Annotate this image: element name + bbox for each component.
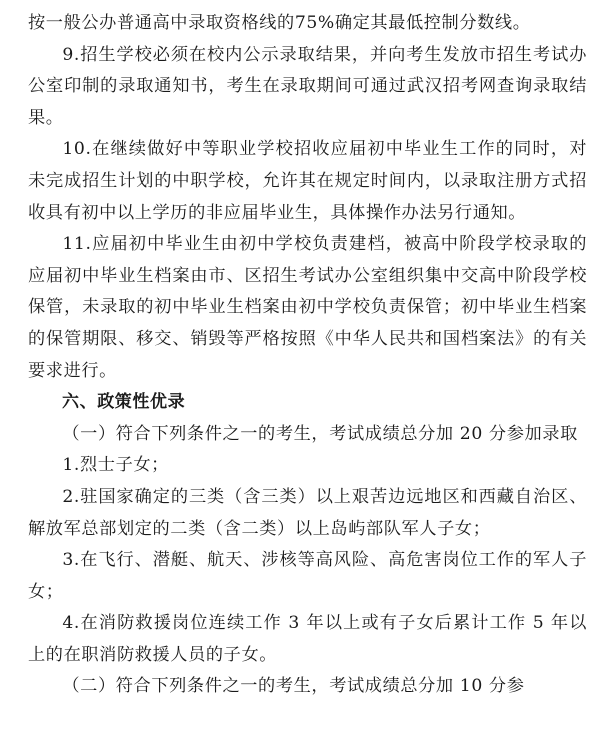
list-item-3: 3.在飞行、潜艇、航天、涉核等高风险、高危害岗位工作的军人子女； — [28, 550, 587, 602]
list-item-1: 1.烈士子女； — [62, 455, 169, 476]
list-item-4: 4.在消防救援岗位连续工作 3 年以上或有子女后累计工作 5 年以上的在职消防救援人员的子女。 — [28, 613, 587, 665]
paragraph-item-10: 10.在继续做好中等职业学校招收应届初中毕业生工作的同时，对未完成招生计划的中职学校，允许其在规定时间内，以录取注册方式招收具有初中以上学历的非应届毕业生，具体操作办法另行通知。 — [28, 139, 587, 223]
list-item-2: 2.驻国家确定的三类（含三类）以上艰苦边远地区和西藏自治区、解放军总部划定的二类（含二类）以上岛屿部队军人子女； — [28, 486, 587, 539]
paragraph-bonus-20: （一）符合下列条件之一的考生，考试成绩总分加 20 分参加录取 — [62, 423, 578, 444]
paragraph-control-line: 按一般公办普通高中录取资格线的75%确定其最低控制分数线。 — [28, 13, 531, 33]
paragraph-item-11: 11.应届初中毕业生由初中学校负责建档，被高中阶段学校录取的应届初中毕业生档案由市、区招生考试办公室组织集中交高中阶段学校保管，未录取的初中毕业生档案由初中学校负责保管；初中毕业生档案的保管期限、移交、销毁等严格按照《中华人民共和国档案法》的有关要求进行。 — [28, 234, 587, 381]
paragraph-bonus-10: （二）符合下列条件之一的考生，考试成绩总分加 10 分参 — [62, 676, 525, 697]
section-heading-policy-admission: 六、政策性优录 — [62, 392, 186, 413]
paragraph-item-9: 9.招生学校必须在校内公示录取结果，并向考生发放市招生考试办公室印制的录取通知书，考生在录取期间可通过武汉招考网查询录取结果。 — [28, 44, 587, 128]
